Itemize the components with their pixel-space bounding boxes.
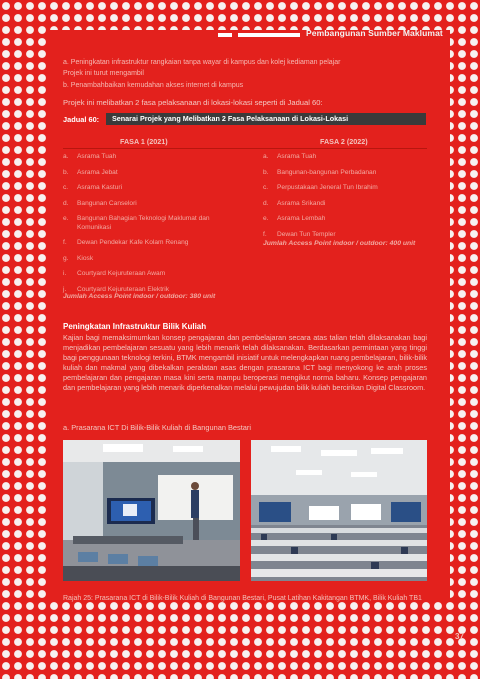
phase1-heading: FASA 1 (2021) [120,137,168,146]
list-item-text: Bangunan Bahagian Teknologi Maklumat dan Komunikasi [77,215,210,231]
list-item-text: Bangunan Canselori [77,199,137,207]
intro-line-1: a. Peningkatan infrastruktur rangkaian tanpa wayar di kampus dan kolej kediaman pelajar [63,59,341,66]
list-item [63,169,235,178]
list-item-text: Courtyard Kejuruteraan Elektrik [77,285,169,293]
list-item-text: Bangunan-bangunan Perbadanan [277,168,377,176]
list-marker: c. [63,184,69,191]
list-item [63,153,235,162]
list-marker: f. [63,239,67,246]
list-marker: b. [263,168,269,176]
list-item [263,153,427,162]
list-marker: c. [263,184,269,191]
figure-caption: Rajah 25: Prasarana ICT di Bilik-Bilik Kuliah di Bangunan Bestari, Pusat Latihan Kakitangan BTMK, Bilik Kuliah TB1 [63,595,422,602]
list-item [63,270,235,279]
list-marker: g. [63,254,69,262]
list-item [63,215,235,232]
list-item [263,215,427,224]
phase2-heading: FASA 2 (2022) [320,137,368,146]
phase1-list [63,153,235,301]
header-tick [218,33,232,37]
list-item-text: Asrama Jebat [77,168,118,176]
table-label: Jadual 60: [63,115,100,124]
table-lead-text: Projek ini melibatkan 2 fasa pelaksanaan di lokasi-lokasi seperti di Jadual 60: [63,98,323,107]
header-title: Pembangunan Sumber Maklumat [306,28,443,38]
section-item-a: a. Prasarana ICT Di Bilik-Bilik Kuliah di Bangunan Bestari [63,423,252,432]
list-item-text: Dewan Pendekar Kafe Kolam Renang [77,239,189,246]
list-item-text: Courtyard Kejuruteraan Awam [77,270,166,277]
photo-lecture-room-instructor [63,440,240,581]
phase1-total: Jumlah Access Point indoor / outdoor: 380 unit [63,293,216,300]
list-item [63,239,235,248]
list-item-text: Perpustakaan Jeneral Tun Ibrahim [277,184,378,191]
phase2-list [263,153,427,246]
list-item [263,200,427,209]
list-item [63,200,235,209]
page-number: 37 [455,632,464,641]
section-paragraph: Kajian bagi memaksimumkan konsep pengajaran dan pembelajaran secara atas talian telah dilaksanakan bagi menjadikan pembelajaran sesuatu yang lebih menarik telah dilaksanakan. Berdasarkan permintaan yang tinggi bagi penggunaan teknologi terkini, BTMK mengambil inisiatif untuk melengkapkan ruang pembelajaran, bilik-bilik kuliah dan makmal yang dibekalkan peralatan asas dengan prasarana ICT bagi menyokong ke arah proses pembelajaran dan pengajaran masa kini serta mampu beroperasi mengikut norma baharu. Konsep pengajaran dan pembelajaran yang lebih menarik diperkenalkan melalui pewujudan bilik kuliah bercirikan Digital Classroom. [63,333,427,392]
table-title: Senarai Projek yang Melibatkan 2 Fasa Pelaksanaan di Lokasi-Lokasi [106,113,426,125]
list-marker: f. [263,230,267,238]
phase2-total: Jumlah Access Point indoor / outdoor: 400 unit [263,240,416,247]
list-item [63,184,235,193]
section-title: Peningkatan Infrastruktur Bilik Kuliah [63,322,207,331]
list-marker: b. [63,168,69,176]
list-marker: e. [63,215,69,222]
intro-line-2: Projek ini turut mengambil [63,70,144,77]
list-marker: j. [63,285,67,293]
list-marker: a. [63,153,69,160]
header-rule [238,33,300,37]
list-item-text: Asrama Tuah [77,153,117,160]
list-item-text: Asrama Lembah [277,215,326,222]
list-marker: d. [63,199,69,207]
list-item-text: Kiosk [77,254,94,262]
list-marker: d. [263,199,269,207]
list-item-text: Asrama Kasturi [77,184,123,191]
list-item [263,231,427,240]
intro-line-3: b. Penambahbaikan kemudahan akses internet di kampus [63,82,244,89]
list-marker: i. [63,270,67,277]
list-item [263,184,427,193]
photo-lecture-hall-rows [251,440,427,581]
list-item-text: Dewan Tun Templer [277,230,336,238]
list-marker: a. [263,153,269,160]
list-item [263,169,427,178]
list-item-text: Asrama Tuah [277,153,317,160]
list-item-text: Asrama Srikandi [277,199,326,207]
list-marker: e. [263,215,269,222]
table-header-rule [63,148,427,149]
list-item [63,255,235,264]
